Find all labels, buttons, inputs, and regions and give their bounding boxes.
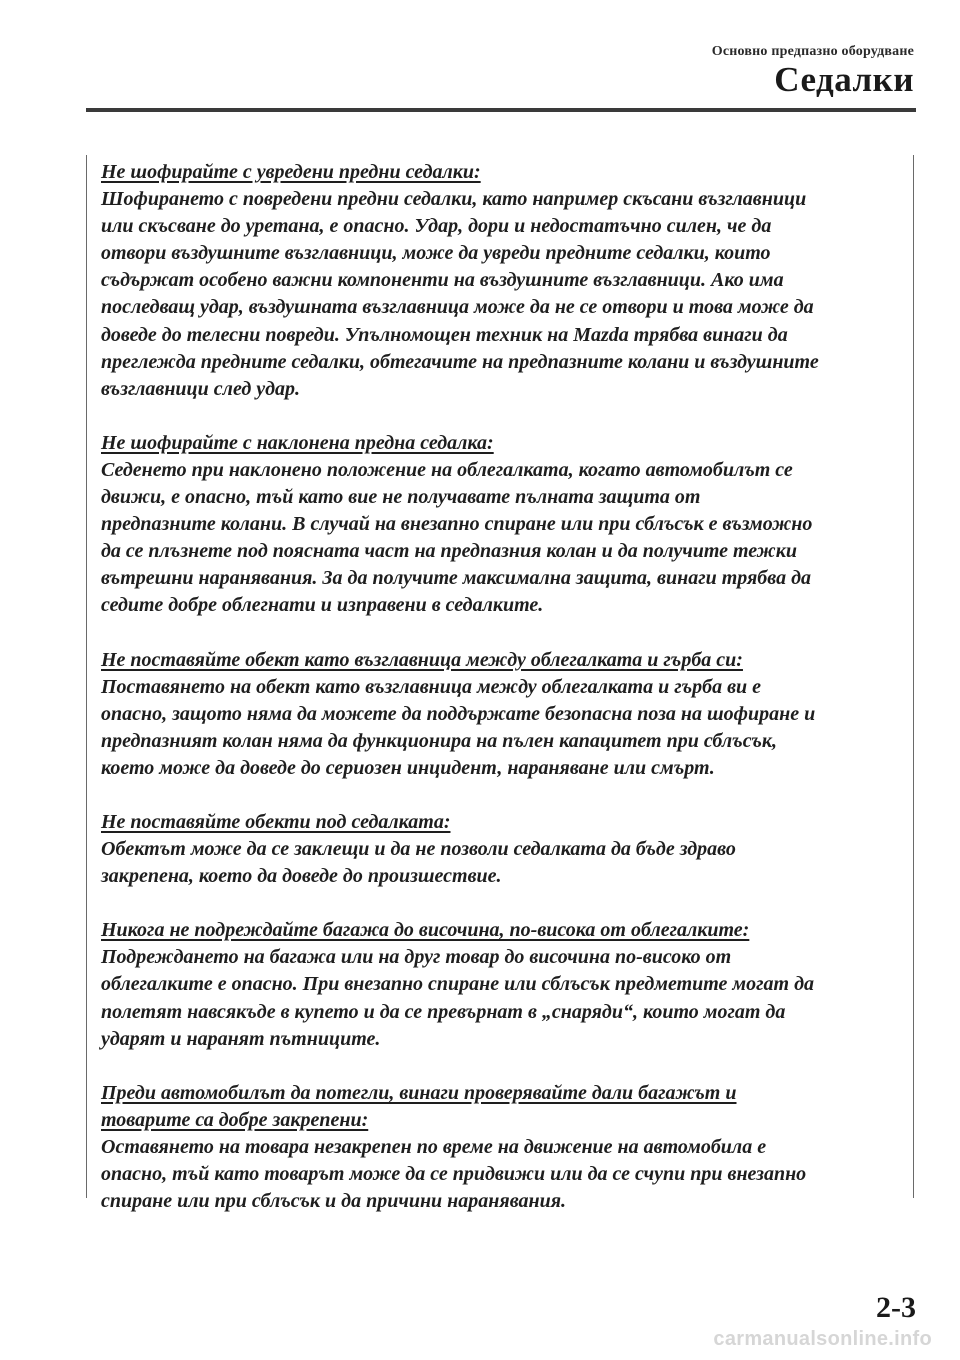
warning-section bbox=[101, 1080, 901, 1215]
body-line: което може да доведе до сериозен инцидент, нараняване или смърт. bbox=[101, 756, 715, 779]
body-line: ударят и наранят пътниците. bbox=[101, 1027, 381, 1050]
page-title: Седалки bbox=[774, 60, 914, 99]
body-line: закрепена, което да доведе до произшествие. bbox=[101, 865, 502, 888]
body-line: възглавници след удар. bbox=[101, 377, 300, 400]
body-line: Поставянето на обект като възглавница между облегалката и гърба ви е bbox=[101, 675, 762, 698]
body-line: доведе до телесни повреди. Упълномощен техник на Mazda трябва винаги да bbox=[101, 323, 788, 346]
section-title-text: Не поставяйте обекти под седалката: bbox=[101, 810, 451, 833]
section-body bbox=[101, 457, 901, 620]
body-line: или скъсване до уретана, е опасно. Удар, дори и недостатъчно силен, че да bbox=[101, 215, 772, 238]
warning-box-right-border bbox=[913, 155, 914, 1198]
body-line: вътрешни наранявания. За да получите максимална защита, винаги трябва да bbox=[101, 567, 812, 590]
warning-section bbox=[101, 430, 901, 620]
body-line: предпазният колан няма да функционира на пълен капацитет при сблъсък, bbox=[101, 729, 778, 752]
body-line: седите добре облегнати и изправени в седалките. bbox=[101, 594, 544, 617]
section-body bbox=[101, 674, 901, 782]
section-title-text: Не шофирайте с наклонена предна седалка: bbox=[101, 431, 494, 454]
warning-section bbox=[101, 647, 901, 782]
body-line: предпазните колани. В случай на внезапно спиране или при сблъсък е възможно bbox=[101, 513, 813, 536]
body-line: съдържат особено важни компоненти на въздушните възглавници. Ако има bbox=[101, 269, 784, 292]
warning-box-left-border bbox=[86, 155, 87, 1198]
section-title bbox=[101, 917, 901, 944]
section-body bbox=[101, 1134, 901, 1215]
page-number: 2-3 bbox=[876, 1291, 916, 1324]
body-line: да се плъзнете под поясната част на предпазния колан и да получите тежки bbox=[101, 540, 797, 563]
header-divider bbox=[86, 108, 916, 112]
section-title bbox=[101, 647, 901, 674]
section-title-text: Никога не подреждайте багажа до височина, по-висока от облегалките: bbox=[101, 919, 750, 942]
body-line: движи, е опасно, тъй като вие не получавате пълната защита от bbox=[101, 486, 701, 509]
section-body bbox=[101, 836, 901, 890]
body-line: Подреждането на багажа или на друг товар до височина по-високо от bbox=[101, 946, 732, 969]
body-line: опасно, тъй като товарът може да се придвижи или да се счупи при внезапно bbox=[101, 1163, 807, 1185]
watermark-link[interactable]: carmanualsonline.info bbox=[713, 1328, 932, 1350]
body-line: полетят навсякъде в купето и да се превърнат в „снаряди“, които могат да bbox=[101, 1000, 786, 1023]
section-body bbox=[101, 186, 901, 403]
body-line: спиране или при сблъсък и да причини наранявания. bbox=[101, 1190, 567, 1213]
warning-section bbox=[101, 809, 901, 890]
warning-section bbox=[101, 917, 901, 1052]
header-section-label: Основно предпазно оборудване bbox=[711, 44, 914, 59]
body-line: отвори въздушните възглавници, може да увреди предните седалки, които bbox=[101, 242, 771, 265]
section-title-text: Не поставяйте обект като възглавница между облегалката и гърба си: bbox=[101, 648, 743, 671]
body-line: Обектът може да се заклещи и да не позволи седалката да бъде здраво bbox=[101, 838, 736, 861]
body-line: Седенето при наклонено положение на облегалката, когато автомобилът се bbox=[101, 458, 793, 481]
warning-content bbox=[101, 159, 901, 1215]
section-body bbox=[101, 944, 901, 1052]
section-title bbox=[101, 809, 901, 836]
body-line: Оставянето на товара незакрепен по време на движение на автомобила е bbox=[101, 1135, 767, 1158]
body-line: последващ удар, въздушната възглавница може да не се отвори и това може да bbox=[101, 296, 814, 319]
section-title-text: Преди автомобилът да потегли, винаги проверявайте дали багажът и товарите са добре закрепени: bbox=[101, 1081, 737, 1131]
warning-section bbox=[101, 159, 901, 403]
section-title bbox=[101, 1080, 901, 1134]
section-title bbox=[101, 159, 901, 186]
section-title bbox=[101, 430, 901, 457]
section-title-text: Не шофирайте с увредени предни седалки: bbox=[101, 161, 481, 183]
body-line: Шофирането с повредени предни седалки, като например скъсани възглавници bbox=[101, 188, 807, 211]
body-line: опасно, защото няма да можете да поддържате безопасна поза на шофиране и bbox=[101, 702, 816, 725]
body-line: преглежда предните седалки, обтегачите на предпазните колани и въздушните bbox=[101, 350, 819, 373]
body-line: облегалките е опасно. При внезапно спиране или сблъсък предметите могат да bbox=[101, 973, 814, 996]
